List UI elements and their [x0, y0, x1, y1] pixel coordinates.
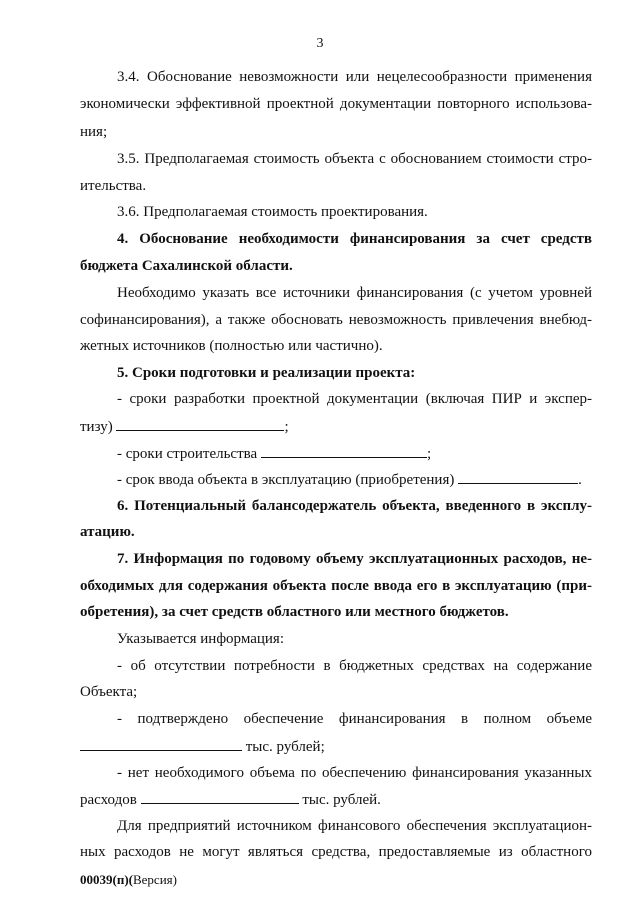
fill-in-blank[interactable] [261, 444, 427, 458]
section-heading: обретения), за счет средств областного или местного бюджетов. [80, 604, 509, 620]
text-line: 3.4. Обоснование невозможности или нецелесообразности применения [117, 69, 592, 85]
section-heading: 7. Информация по годовому объему эксплуатационных расходов, не- [117, 551, 592, 567]
text-line: - срок ввода объекта в эксплуатацию (приобретения) . [117, 472, 582, 488]
text-line: ния; [80, 124, 108, 140]
text-line: 3.5. Предполагаемая стоимость объекта с обоснованием стоимости стро- [117, 151, 592, 167]
text-line: - сроки строительства ; [117, 446, 432, 462]
fill-in-blank[interactable] [141, 790, 299, 804]
text-line: - нет необходимого объема по обеспечению финансирования указанных [117, 765, 592, 781]
section-heading: атацию. [80, 524, 135, 540]
text-line: Необходимо указать все источники финансирования (с учетом уровней [117, 285, 592, 301]
fill-in-blank[interactable] [458, 470, 578, 484]
text-line: ительства. [80, 178, 147, 194]
section-heading: 6. Потенциальный балансодержатель объекта, введенного в эксплу- [117, 498, 592, 514]
text-line: 3.6. Предполагаемая стоимость проектирования. [117, 204, 428, 220]
text-line: - об отсутствии потребности в бюджетных средствах на содержание [117, 658, 592, 674]
text-line: экономически эффективной проектной документации повторного использова- [80, 96, 592, 112]
text-line: - сроки разработки проектной документации (включая ПИР и экспер- [117, 391, 592, 407]
document-footer [80, 872, 177, 888]
section-heading: бюджета Сахалинской области. [80, 258, 293, 274]
text-line: софинансирования), а также обосновать невозможность привлечения внебюд- [80, 312, 592, 328]
text-line: Для предприятий источником финансового обеспечения эксплуатацион- [117, 818, 592, 834]
section-heading: 5. Сроки подготовки и реализации проекта: [117, 365, 416, 381]
version-label: Версия) [132, 872, 177, 887]
fill-in-blank[interactable] [80, 737, 242, 751]
document-code: 00039(п)( [80, 872, 133, 887]
text-line: тыс. рублей; [80, 737, 325, 756]
text-line: - подтверждено обеспечение финансирования в полном объеме [117, 711, 592, 727]
text-line: жетных источников (полностью или частично). [80, 338, 383, 354]
text-line: Указывается информация: [117, 631, 284, 647]
page-number: 3 [316, 36, 324, 51]
text-line: расходов тыс. рублей. [80, 792, 381, 808]
text-line: тизу) ; [80, 419, 289, 435]
text-line: ных расходов не могут являться средства, предоставляемые из областного [80, 844, 592, 860]
section-heading: 4. Обоснование необходимости финансирования за счет средств [117, 231, 592, 247]
text-line: Объекта; [80, 684, 138, 700]
fill-in-blank[interactable] [116, 417, 284, 431]
section-heading: обходимых для содержания объекта после ввода его в эксплуатацию (при- [80, 578, 592, 594]
